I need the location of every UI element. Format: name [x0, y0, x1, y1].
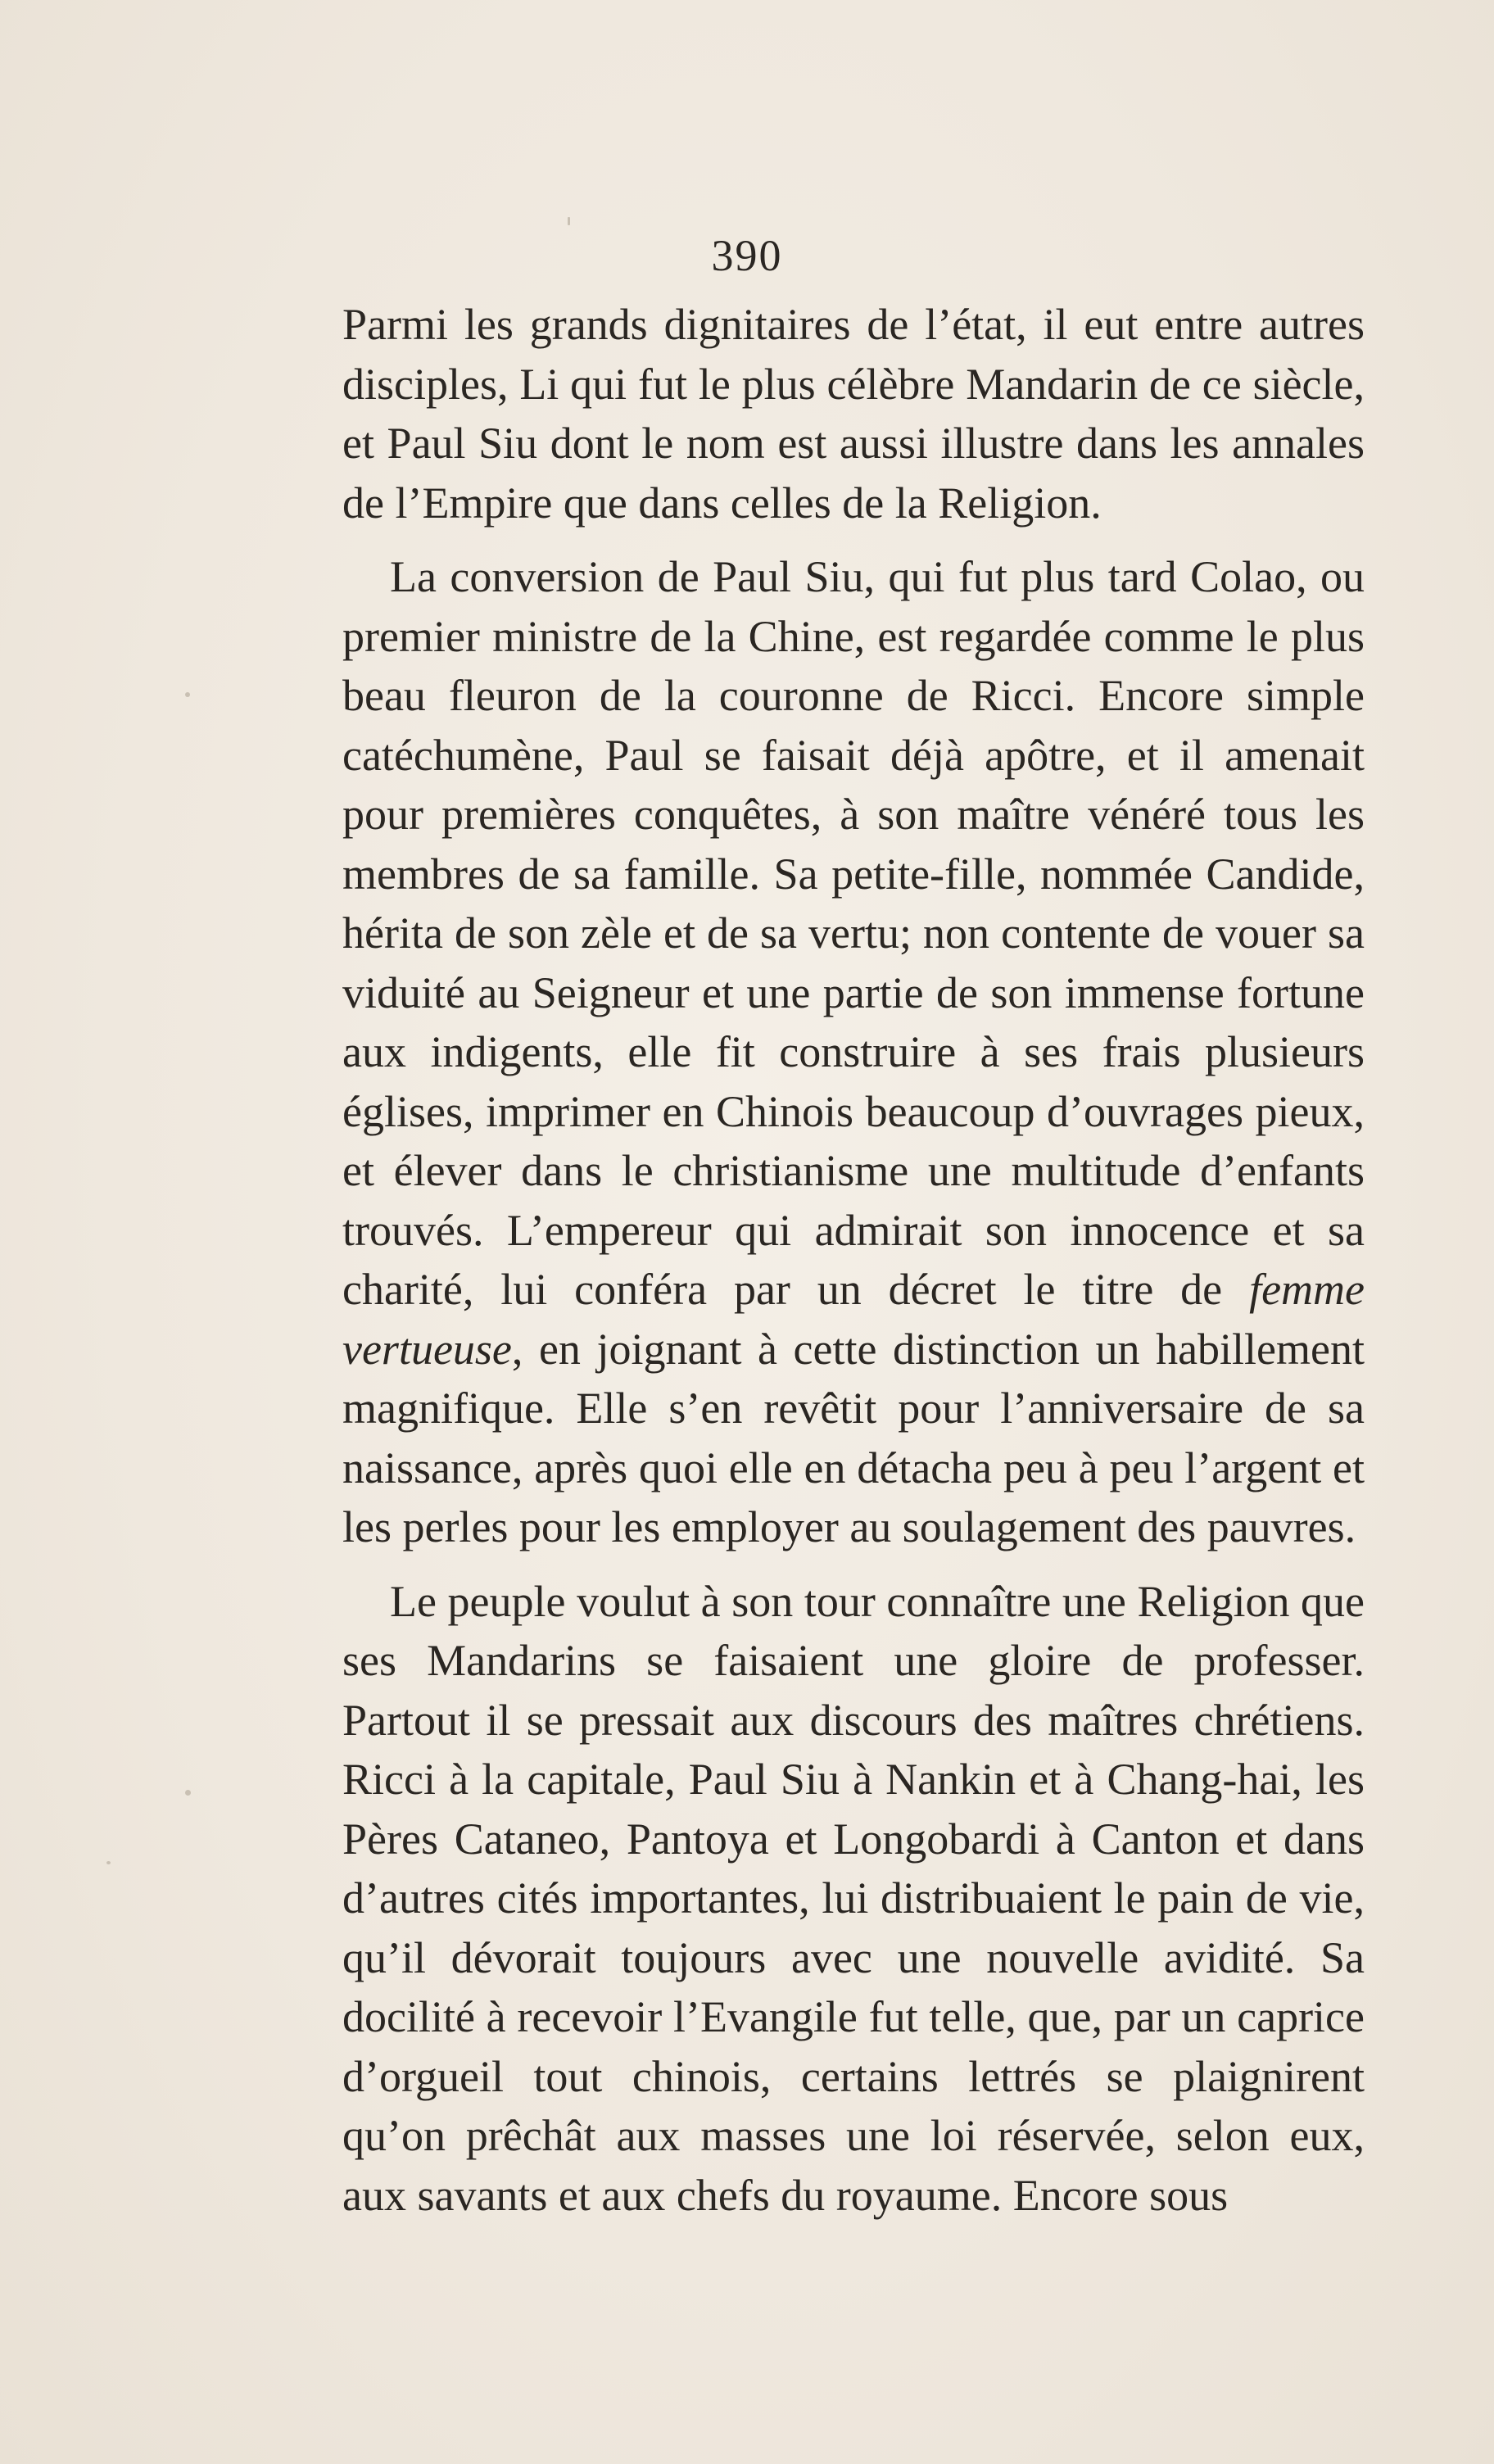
- page-number: 390: [711, 231, 783, 280]
- paper-speck: [106, 1861, 111, 1864]
- paragraph-text: , en joignant à cette distinction un habillement magnifique. Elle s’en revêtit pour l’anniversaire de sa naissance, après quoi elle en détacha peu à peu l’argent et les perles pour les employer au soulagement des pauvres.: [342, 1324, 1365, 1551]
- emphasized-text: femme vertueuse: [342, 1265, 1365, 1374]
- paragraph-text: La conversion de Paul Siu, qui fut plus tard Colao, ou premier ministre de la Chine, est regardée comme le plus beau fleuron de la couronne de Ricci. Encore simple catéchumène, Paul se faisait déjà apôtre, et il amenait pour premières conquêtes, à son maître vénéré tous les membres de sa famille. Sa petite-fille, nommée Candide, hérita de son zèle et de sa vertu; non contente de vouer sa viduité au Seigneur et une partie de son immense fortune aux indigents, elle fit construire à ses frais plusieurs églises, imprimer en Chinois beaucoup d’ouvrages pieux, et élever dans le christianisme une multitude d’enfants trouvés. L’empereur qui admirait son innocence et sa charité, lui conféra par un décret le titre de: [342, 552, 1365, 1314]
- paper-speck: [185, 1790, 191, 1796]
- paper-speck: [185, 692, 190, 697]
- paragraph: [342, 547, 1365, 1557]
- paper-speck: [568, 217, 570, 225]
- paragraph: Le peuple voulut à son tour connaître une Religion que ses Mandarins se faisaient une gloire de professer. Partout il se pressait aux discours des maîtres chrétiens. Ricci à la capitale, Paul Siu à Nankin et à Chang-hai, les Pères Cataneo, Pantoya et Longobardi à Canton et dans d’autres cités importantes, lui distribuaient le pain de vie, qu’il dévorait toujours avec une nouvelle avidité. Sa docilité à recevoir l’Evangile fut telle, que, par un caprice d’orgueil tout chinois, certains lettrés se plaignirent qu’on prêchât aux masses une loi réservée, selon eux, aux savants et aux chefs du royaume. Encore sous: [342, 1576, 1365, 2220]
- body-text: [342, 295, 1365, 2225]
- paragraph: Parmi les grands dignitaires de l’état, il eut entre autres disciples, Li qui fut le plus célèbre Mandarin de ce siècle, et Paul Siu dont le nom est aussi illustre dans les annales de l’Empire que dans celles de la Religion.: [342, 300, 1365, 528]
